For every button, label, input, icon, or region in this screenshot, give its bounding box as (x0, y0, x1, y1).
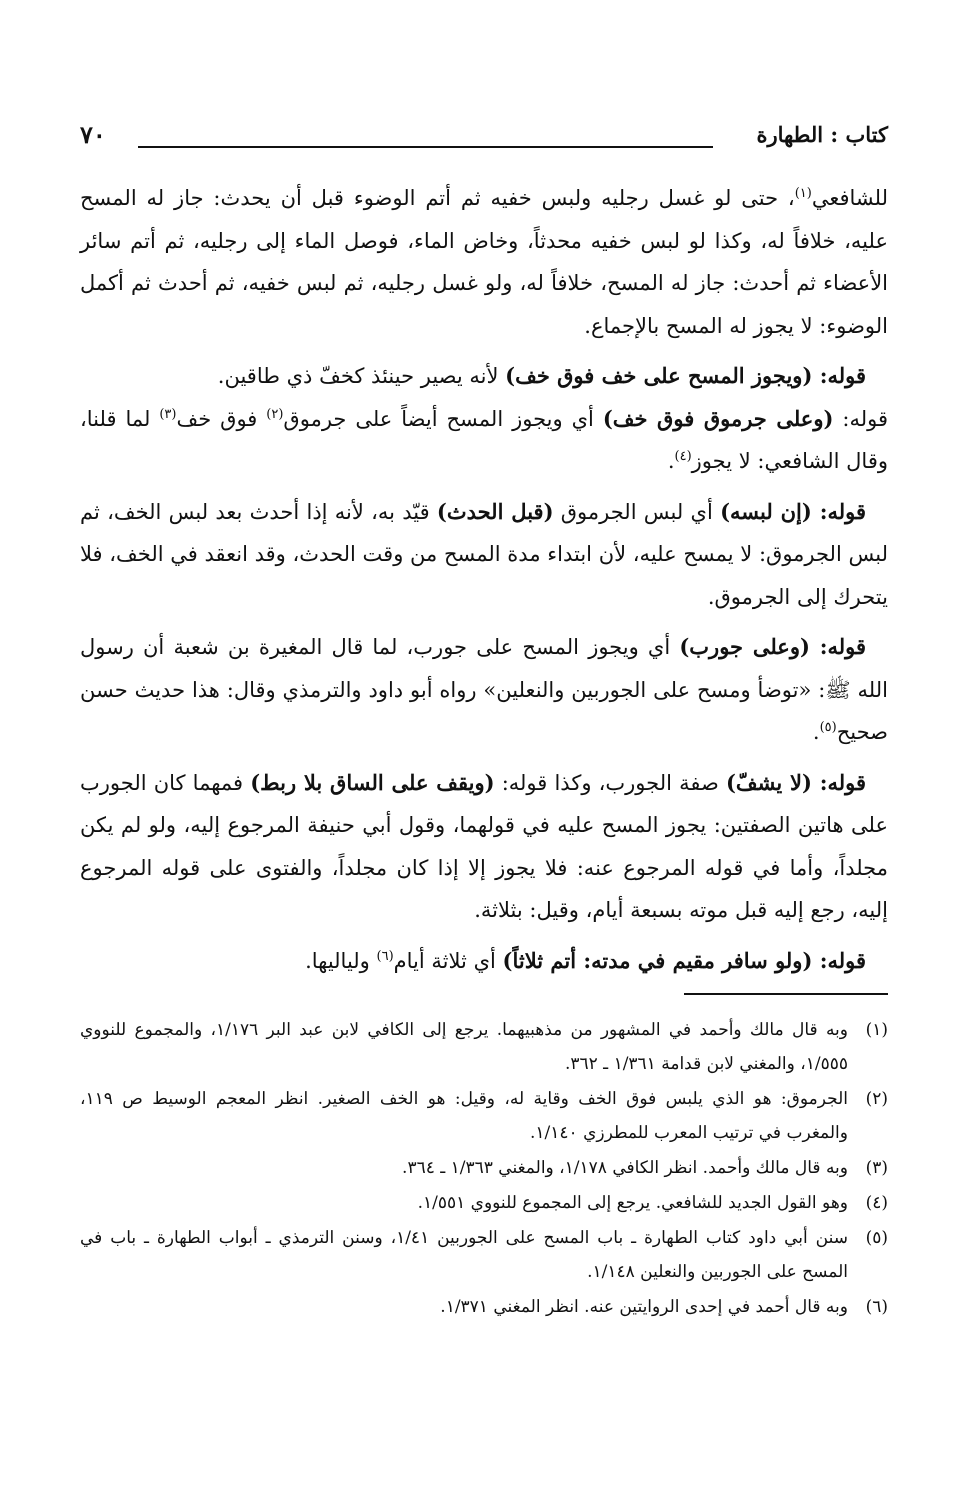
footnote-ref-6: (٦) (376, 948, 394, 964)
paragraph-4: قوله: (وعلى جورب) أي ويجوز المسح على جورب، لما قال المغيرة بن شعبة أن رسول الله ﷺ: «توضأ ومسح على الجوربين والنعلين» رواه أبو داود والترمذي وقال: هذا حديث حسن صحيح$^{(٥)}$. (80, 634, 888, 744)
footnote-item (80, 1290, 888, 1324)
footnote-item (80, 1082, 888, 1150)
paragraph-1: للشافعي$^{(١)}$، حتى لو غسل رجليه ولبس خفيه ثم أتم الوضوء قبل أن يحدث: جاز له المسح عليه، خلافاً له، وكذا لو لبس خفيه محدثاً، وخاض الماء، فوصل الماء إلى رجليه، ثم أتم سائر الأعضاء ثم أحدث: جاز له المسح، خلافاً له، ولو غسل رجليه، ثم لبس خفيه، ثم أحدث ثم أكمل الوضوء: لا يجوز له المسح بالإجماع. (80, 186, 888, 338)
footnote-item (80, 1221, 888, 1289)
footnotes (80, 1013, 888, 1325)
page-header (80, 120, 888, 154)
paragraph-6: قوله: (ولو سافر مقيم في مدته: أتم ثلاثاً) أي ثلاثة أيام$^{(٦)}$ ولياليها. (305, 947, 866, 973)
footnote-marker: (٤) (865, 1193, 888, 1213)
footnote-text: وبه قال مالك وأحمد في المشهور من مذهبيهما. يرجع إلى الكافي لابن عبد البر ١/١٧٦، والمجموع للنووي ١/٥٥٥، والمغني لابن قدامة ١/٣٦١ ـ ٣٦٢. (80, 1020, 848, 1074)
paragraph-2: قوله: (ويجوز المسح على خف فوق خف) لأنه يصير حينئذ كخفّ ذي طاقين. قوله: (وعلى جرموق فوق خف) أي ويجوز المسح أيضاً على جرموق$^{(٢)}$ فوق خف$^{(٣)}$ لما قلنا، وقال الشافعي: لا يجوز$^{(٤)}$. (80, 363, 888, 473)
footnote-marker: (٣) (865, 1158, 888, 1178)
footnote-item (80, 1013, 888, 1081)
footnote-text: سنن أبي داود كتاب الطهارة ـ باب المسح على الجوربين ١/٤١، وسنن الترمذي ـ أبواب الطهارة ـ باب في المسح على الجوربين والنعلين ١/١٤٨. (80, 1228, 848, 1282)
footnote-text: وبه قال أحمد في إحدى الروايتين عنه. انظر المغني ١/٣٧١. (440, 1297, 848, 1317)
footnote-item (80, 1186, 888, 1220)
footnote-ref-1: (١) (794, 186, 812, 201)
footnote-marker: (٢) (865, 1089, 888, 1109)
footnote-text: وهو القول الجديد للشافعي. يرجع إلى المجموع للنووي ١/٥٥١. (417, 1193, 848, 1213)
paragraph-5: قوله: (لا يشفّ) صفة الجورب، وكذا قوله: (ويقف على الساق بلا ربط) فمهما كان الجورب على هاتين الصفتين: يجوز المسح عليه في قولهما، وقول أبي حنيفة المرجوع إليه، ولو لم يكن مجلداً، وأما في قوله المرجوع عنه: فلا يجوز إلا إذا كان مجلداً، والفتوى على قوله المرجوع إليه، رجع إليه قبل موته بسبعة أيام، وقيل: بثلاثة. (80, 769, 888, 922)
running-title: كتاب : الطهارة (756, 122, 888, 147)
footnote-ref-4: (٤) (674, 449, 692, 464)
footnote-ref-5: (٥) (819, 720, 837, 735)
header-rule (138, 146, 713, 148)
footnote-divider (684, 993, 888, 995)
footnote-ref-2: (٢) (266, 406, 284, 422)
footnote-item (80, 1151, 888, 1185)
main-text (80, 177, 888, 990)
footnote-ref-3: (٣) (159, 406, 177, 422)
footnote-text: وبه قال مالك وأحمد. انظر الكافي ١/١٧٨، والمغني ١/٣٦٣ ـ ٣٦٤. (402, 1158, 848, 1178)
footnote-marker: (٥) (865, 1228, 888, 1248)
paragraph-3: قوله: (إن لبسه) أي لبس الجرموق (قبل الحدث) قيّد به، لأنه إذا أحدث بعد لبس الخف، ثم لبس الجرموق: لا يمسح عليه، لأن ابتداء مدة المسح من وقت الحدث، وقد انعقد في الخف، فلا يتحرك إلى الجرموق. (80, 498, 888, 609)
page-number: ٧٠ (80, 120, 106, 149)
footnote-marker: (٦) (865, 1297, 888, 1317)
footnote-marker: (١) (865, 1020, 888, 1040)
footnote-text: الجرموق: هو الذي يلبس فوق الخف وقاية له، وقيل: هو الخف الصغير. انظر المعجم الوسيط ص ١١٩، والمغرب في ترتيب المعرب للمطرزي ١/١٤٠. (80, 1089, 848, 1143)
